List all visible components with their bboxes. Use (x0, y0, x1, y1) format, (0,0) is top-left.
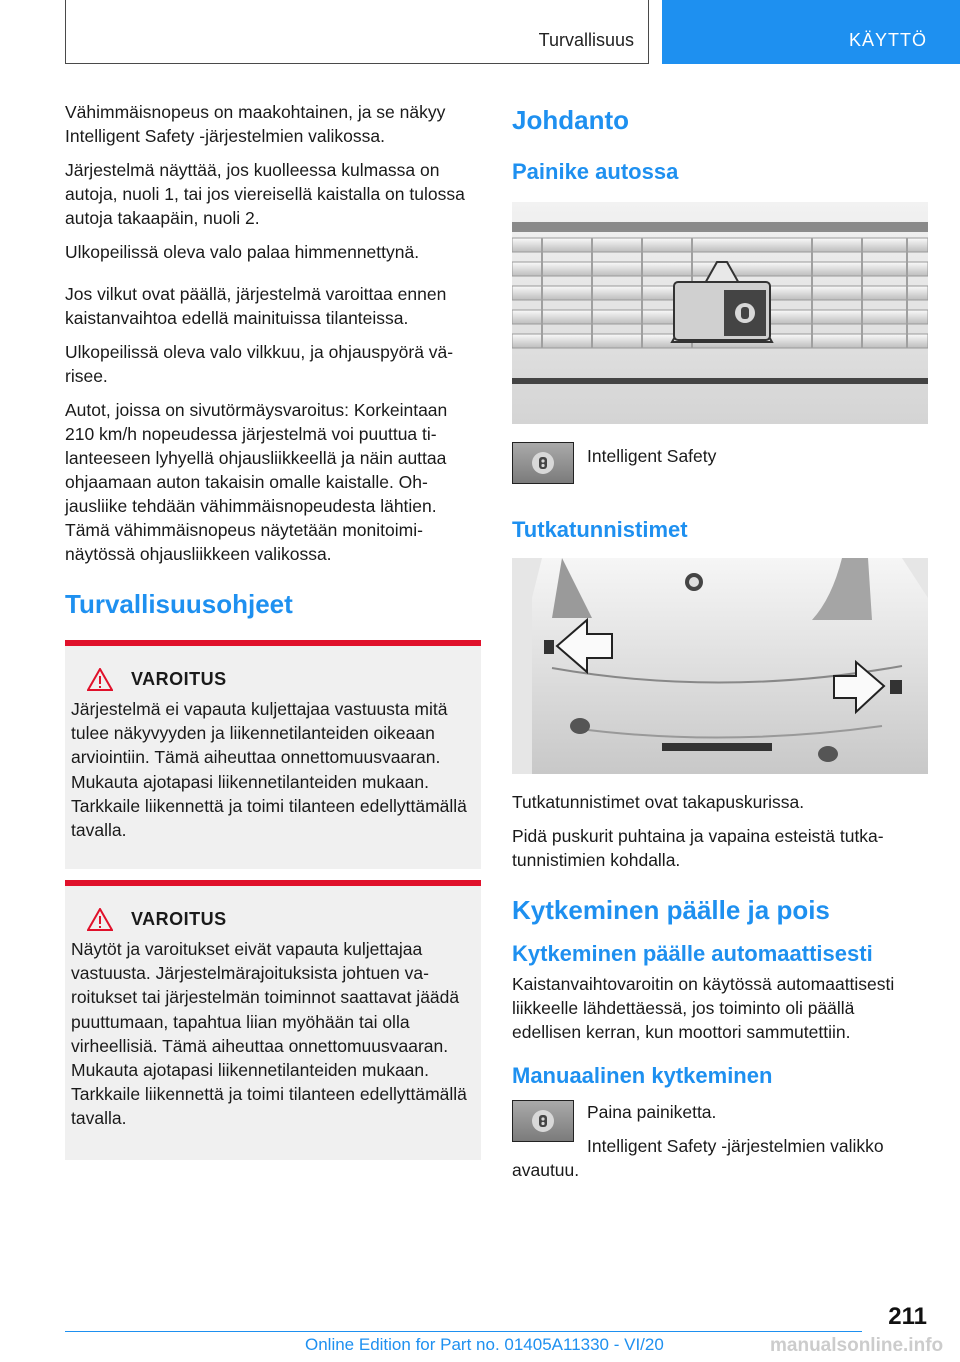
paragraph: Kaistanvaihtovaroitin on käytössä automaattisesti liikkeelle lähdettäessä, jos toiminto oli päällä edellisen kerran, kun moottori sammutettiin. (512, 974, 895, 1042)
right-column (512, 100, 928, 1192)
intelligent-safety-button[interactable] (512, 1100, 574, 1142)
section-heading-safety: Turvallisuusohjeet (65, 589, 293, 619)
subheading-button: Painike autossa (512, 159, 679, 184)
paragraph: Vähimmäisnopeus on maakohtainen, ja se näkyy Intelligent Safety -järjestelmien valikossa. (65, 102, 446, 146)
header-chapter-title: KÄYTTÖ (848, 30, 927, 50)
car-button-image (512, 202, 928, 424)
warning-box (65, 880, 481, 1160)
subheading-auto: Kytkeminen päälle automaattisesti (512, 941, 873, 966)
warning-box (65, 640, 481, 869)
warning-text: Järjestelmä ei vapauta kuljettajaa vastuusta mitä tulee näkyvyyden ja liikennetilanteiden oikeaan arviointiin. Tämä aiheuttaa onnettomuusvaaran. Mukauta ajotapasi liikennetilanteiden mukaan. Tarkkaile liikennettä ja toimi tilanteen edellyttämällä tavalla. (71, 699, 467, 841)
header-section-title: Turvallisuus (538, 30, 634, 50)
header-section-box (65, 0, 649, 64)
warning-label: VAROITUS (131, 669, 227, 689)
page-number: 211 (888, 1303, 927, 1330)
paragraph: Paina painiketta. (587, 1102, 717, 1122)
intelligent-safety-icon (532, 1110, 554, 1132)
intelligent-safety-icon (532, 452, 554, 474)
section-heading-onoff: Kytkeminen päälle ja pois (512, 895, 830, 925)
paragraph: Ulkopeilissä oleva valo palaa himmennettynä. (65, 242, 420, 262)
subheading-sensors: Tutkatunnistimet (512, 517, 688, 542)
warning-title (87, 668, 475, 691)
footer-watermark: manualsonline.info (770, 1335, 944, 1356)
paragraph: Ulkopeilissä oleva valo vilkkuu, ja ohjauspyörä värisee. (65, 342, 454, 386)
paragraph: Autot, joissa on sivutörmäysvaroitus: Korkeintaan 210 km/h nopeudessa järjestelmä voi puuttua tilanteeseen lyhyellä ohjausliikkeellä ja näin auttaa ohjaamaan auton takaisin omalle kaistalle. Ohjausliike tehdään vähimmäisnopeudesta lähtien. Tämä vähimmäisnopeus näytetään monitoiminäytössä ohjausliikkeen valikossa. (65, 400, 448, 564)
footer-divider (65, 1331, 862, 1332)
footer-edition: Online Edition for Part no. 01405A11330 - VI/20 (305, 1335, 664, 1354)
warning-text: Näytöt ja varoitukset eivät vapauta kuljettajaa vastuusta. Järjestelmärajoituksista johtuen varoitukset tai järjestelmän toiminnot saattavat jäädä puuttumaan, tapahtua liian myöhään tai olla virheellisiä. Tämä aiheuttaa onnettomuusvaaran. Mukauta ajotapasi liikennetilanteiden mukaan. Tarkkaile liikennettä ja toimi tilanteen edellyttämällä tavalla. (71, 939, 467, 1129)
warning-triangle-icon (87, 908, 113, 931)
subheading-manual: Manuaalinen kytkeminen (512, 1063, 773, 1088)
paragraph: Intelligent Safety -järjestelmien valikko avautuu. (512, 1136, 884, 1180)
header-chapter-tab (662, 0, 960, 64)
rear-bumper-illustration (512, 558, 928, 774)
paragraph: Tutkatunnistimet ovat takapuskurissa. (512, 792, 805, 812)
button-caption-row (512, 442, 928, 492)
paragraph: Jos vilkut ovat päällä, järjestelmä varoittaa ennen kaistanvaihtoa edellä mainituissa tilanteissa. (65, 284, 447, 328)
dashboard-vent-illustration (512, 202, 928, 424)
manual-row (512, 1100, 928, 1182)
rear-bumper-image (512, 558, 928, 774)
warning-title (87, 908, 475, 931)
section-heading-intro: Johdanto (512, 105, 629, 135)
button-caption: Intelligent Safety (587, 446, 717, 466)
warning-label: VAROITUS (131, 909, 227, 929)
left-column (65, 100, 481, 1160)
paragraph: Järjestelmä näyttää, jos kuolleessa kulmassa on autoja, nuoli 1, tai jos viereisellä kaistalla on tulossa autoja takaapäin, nuoli 2. (65, 160, 465, 228)
intelligent-safety-button[interactable] (512, 442, 574, 484)
paragraph: Pidä puskurit puhtaina ja vapaina esteistä tutkatunnistimien kohdalla. (512, 826, 884, 870)
warning-triangle-icon (87, 668, 113, 691)
